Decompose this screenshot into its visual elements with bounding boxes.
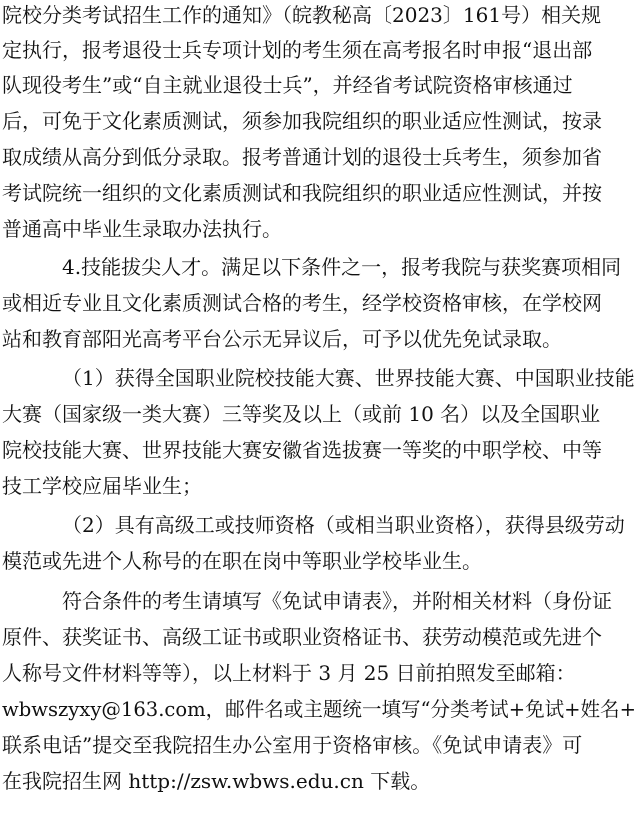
text-line: 院校技能大赛、世界技能大赛安徽省选拔赛一等奖的中职学校、中等 [2,438,602,462]
text-line: 或相近专业且文化素质测试合格的考生，经学校资格审核，在学校网 [2,291,602,315]
text-line: 普通高中毕业生录取办法执行。 [2,217,282,241]
text-line: 院校分类考试招生工作的通知》（皖教秘高〔2023〕161号）相关规 [2,3,602,27]
text-line: 联系电话”提交至我院招生办公室用于资格审核。《免试申请表》可 [2,733,583,757]
text-line: 人称号文件材料等等），以上材料于 3 月 25 日前拍照发至邮箱： [2,661,576,685]
text-line: 队现役考生”或“自主就业退役士兵”，并经省考试院资格审核通过 [2,73,573,97]
text-line: 模范或先进个人称号的在职在岗中等职业学校毕业生。 [2,549,482,573]
text-line: 取成绩从高分到低分录取。报考普通计划的退役士兵考生，须参加省 [2,145,602,169]
text-line: 后，可免于文化素质测试，须参加我院组织的职业适应性测试，按录 [2,109,602,133]
text-line: 在我院招生网 http://zsw.wbws.edu.cn 下载。 [2,769,431,793]
text-line: （1）获得全国职业院校技能大赛、世界技能大赛、中国职业技能 [62,366,635,390]
text-line: 考试院统一组织的文化素质测试和我院组织的职业适应性测试，并按 [2,181,602,205]
text-line: 定执行，报考退役士兵专项计划的考生须在高考报名时申报“退出部 [2,38,593,62]
text-line: 大赛（国家级一类大赛）三等奖及以上（或前 10 名）以及全国职业 [2,402,601,426]
text-line: （2）具有高级工或技师资格（或相当职业资格），获得县级劳动 [62,513,625,537]
text-line: 4.技能拔尖人才。满足以下条件之一，报考我院与获奖赛项相同 [62,255,622,279]
text-line: 原件、获奖证书、高级工证书或职业资格证书、获劳动模范或先进个 [2,625,602,649]
text-line: wbwszyxy@163.com，邮件名或主题统一填写“分类考试+免试+姓名+ [2,697,636,721]
text-line: 技工学校应届毕业生； [2,474,202,498]
text-line: 符合条件的考生请填写《免试申请表》，并附相关材料（身份证 [62,589,612,613]
text-line: 站和教育部阳光高考平台公示无异议后，可予以优先免试录取。 [2,327,562,351]
